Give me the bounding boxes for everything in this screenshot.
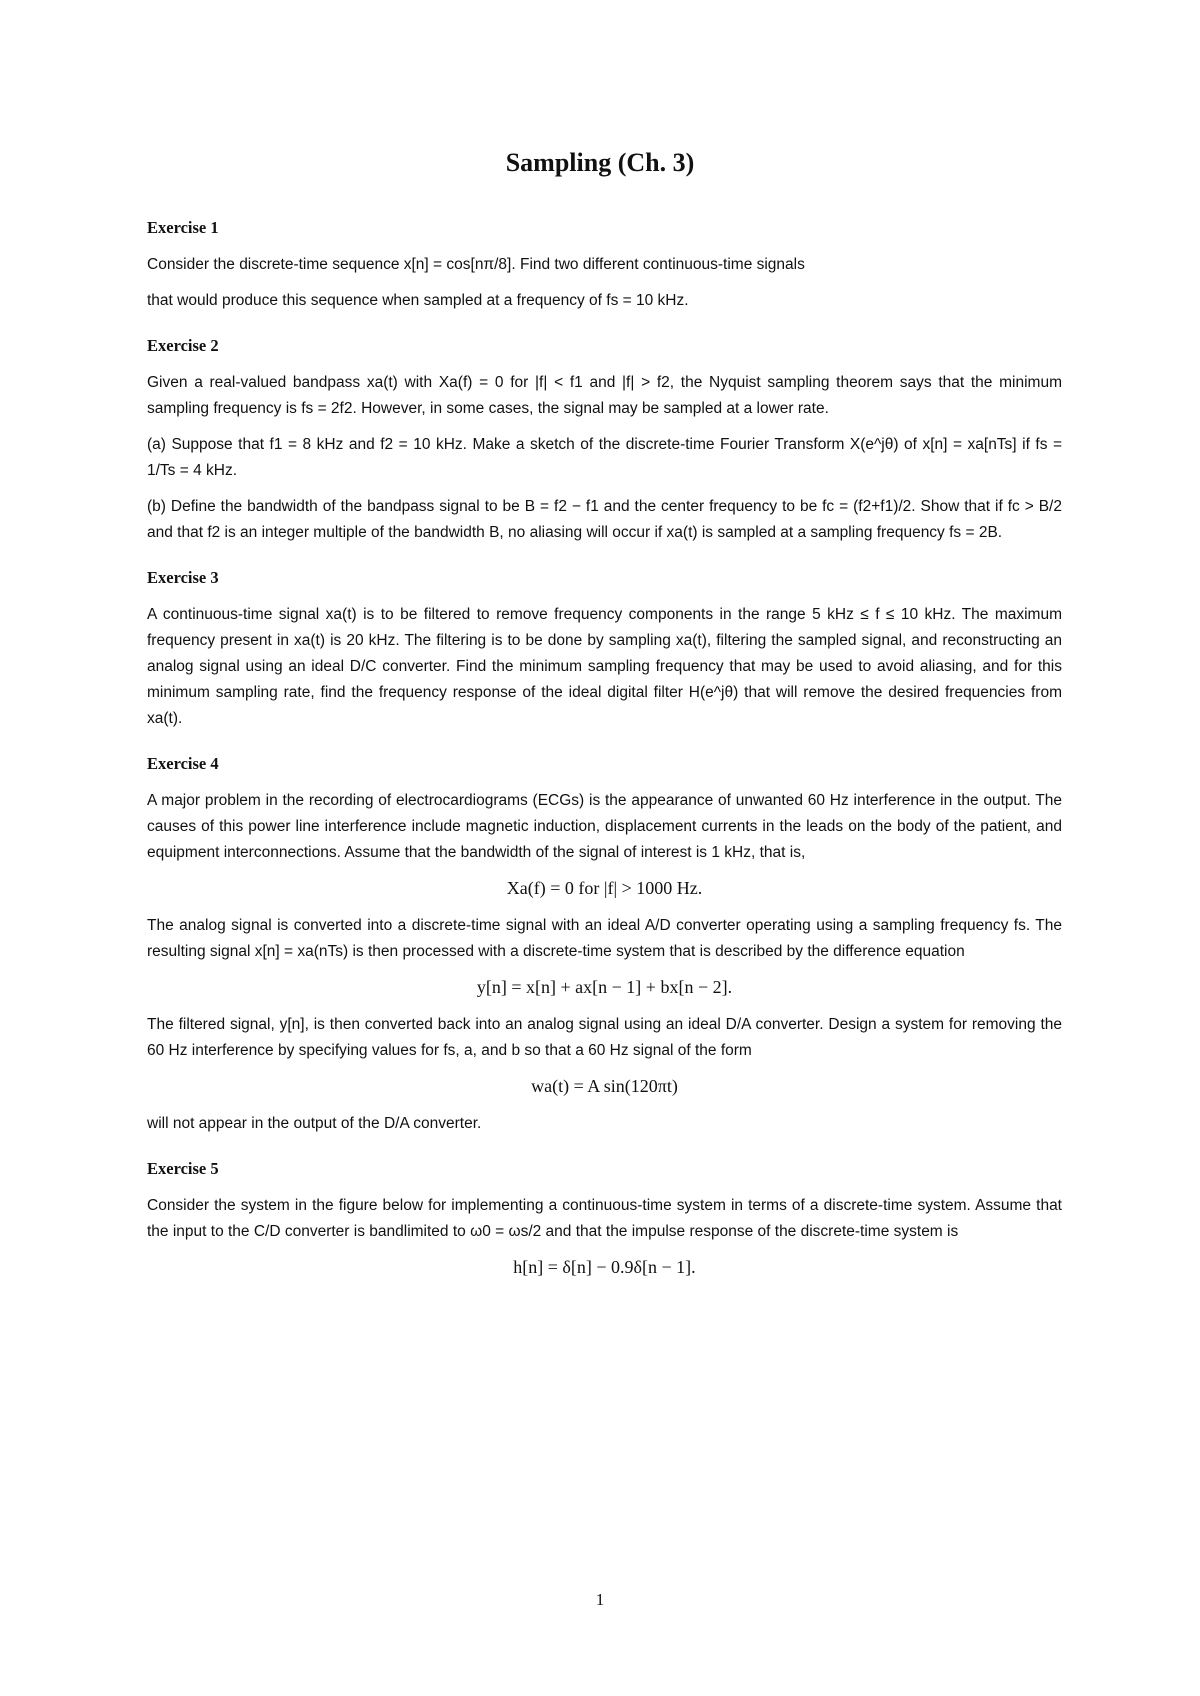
page-number: 1 — [595, 1590, 605, 1609]
display-equation: y[n] = x[n] + ax[n − 1] + bx[n − 2]. — [476, 977, 733, 997]
exercise-3 — [147, 568, 1062, 732]
exercise-paragraph: Given a real-valued bandpass xa(t) with Xa(f) = 0 for |f| < f1 and |f| > f2, the Nyquist sampling theorem says that the minimum sampling frequency is fs = 2f2. However, in some cases, the signal may be sampled at a lower rate. — [147, 374, 1062, 417]
exercise-paragraph: (a) Suppose that f1 = 8 kHz and f2 = 10 kHz. Make a sketch of the discrete-time Fourier Transform X(e^jθ) of x[n] = xa[nTs] if fs = 1/Ts = 4 kHz. — [147, 436, 1062, 479]
page-title: Sampling (Ch. 3) — [505, 148, 695, 177]
exercise-paragraph: The analog signal is converted into a discrete-time signal with an ideal A/D converter operating using a sampling frequency fs. The resulting signal x[n] = xa(nTs) is then processed with a discrete-time system that is described by the difference equation — [147, 917, 1062, 960]
exercise-heading: Exercise 2 — [147, 336, 219, 355]
exercise-1 — [147, 218, 1062, 314]
exercise-4 — [147, 754, 1062, 1137]
exercise-heading: Exercise 3 — [147, 568, 219, 587]
exercise-paragraph: Consider the discrete-time sequence x[n] = cos[nπ/8]. Find two different continuous-time signals — [147, 256, 805, 273]
display-equation: Xa(f) = 0 for |f| > 1000 Hz. — [506, 878, 703, 898]
exercise-paragraph: Consider the system in the figure below for implementing a continuous-time system in terms of a discrete-time system. Assume that the input to the C/D converter is bandlimited to ω0 = ωs/2 and that the impulse response of the discrete-time system is — [147, 1197, 1062, 1240]
exercise-paragraph: will not appear in the output of the D/A converter. — [147, 1115, 482, 1132]
exercise-heading: Exercise 4 — [147, 754, 219, 773]
exercise-paragraph: (b) Define the bandwidth of the bandpass signal to be B = f2 − f1 and the center frequency to be fc = (f2+f1)/2. Show that if fc > B/2 and that f2 is an integer multiple of the bandwidth B, no aliasing will occur if xa(t) is sampled at a sampling frequency fs = 2B. — [147, 498, 1062, 541]
exercise-heading: Exercise 5 — [147, 1159, 219, 1178]
exercise-paragraph: A continuous-time signal xa(t) is to be filtered to remove frequency components in the range 5 kHz ≤ f ≤ 10 kHz. The maximum frequency present in xa(t) is 20 kHz. The filtering is to be done by sampling xa(t), filtering the sampled signal, and reconstructing an analog signal using an ideal D/C converter. Find the minimum sampling frequency that may be used to avoid aliasing, and for this minimum sampling rate, find the frequency response of the ideal digital filter H(e^jθ) that will remove the desired frequencies from xa(t). — [147, 606, 1062, 727]
exercise-paragraph: The filtered signal, y[n], is then converted back into an analog signal using an ideal D/A converter. Design a system for removing the 60 Hz interference by specifying values for fs, a, and b so that a 60 Hz signal of the form — [147, 1016, 1062, 1059]
display-equation: h[n] = δ[n] − 0.9δ[n − 1]. — [513, 1257, 696, 1277]
exercise-paragraph: A major problem in the recording of electrocardiograms (ECGs) is the appearance of unwanted 60 Hz interference in the output. The causes of this power line interference include magnetic induction, displacement currents in the leads on the body of the patient, and equipment interconnections. Assume that the bandwidth of the signal of interest is 1 kHz, that is, — [147, 792, 1062, 861]
exercise-paragraph: that would produce this sequence when sampled at a frequency of fs = 10 kHz. — [147, 292, 689, 309]
exercise-2 — [147, 336, 1062, 546]
display-equation: wa(t) = A sin(120πt) — [531, 1076, 678, 1096]
exercise-5 — [147, 1159, 1062, 1278]
document-body — [147, 218, 1062, 1300]
exercise-heading: Exercise 1 — [147, 218, 219, 237]
